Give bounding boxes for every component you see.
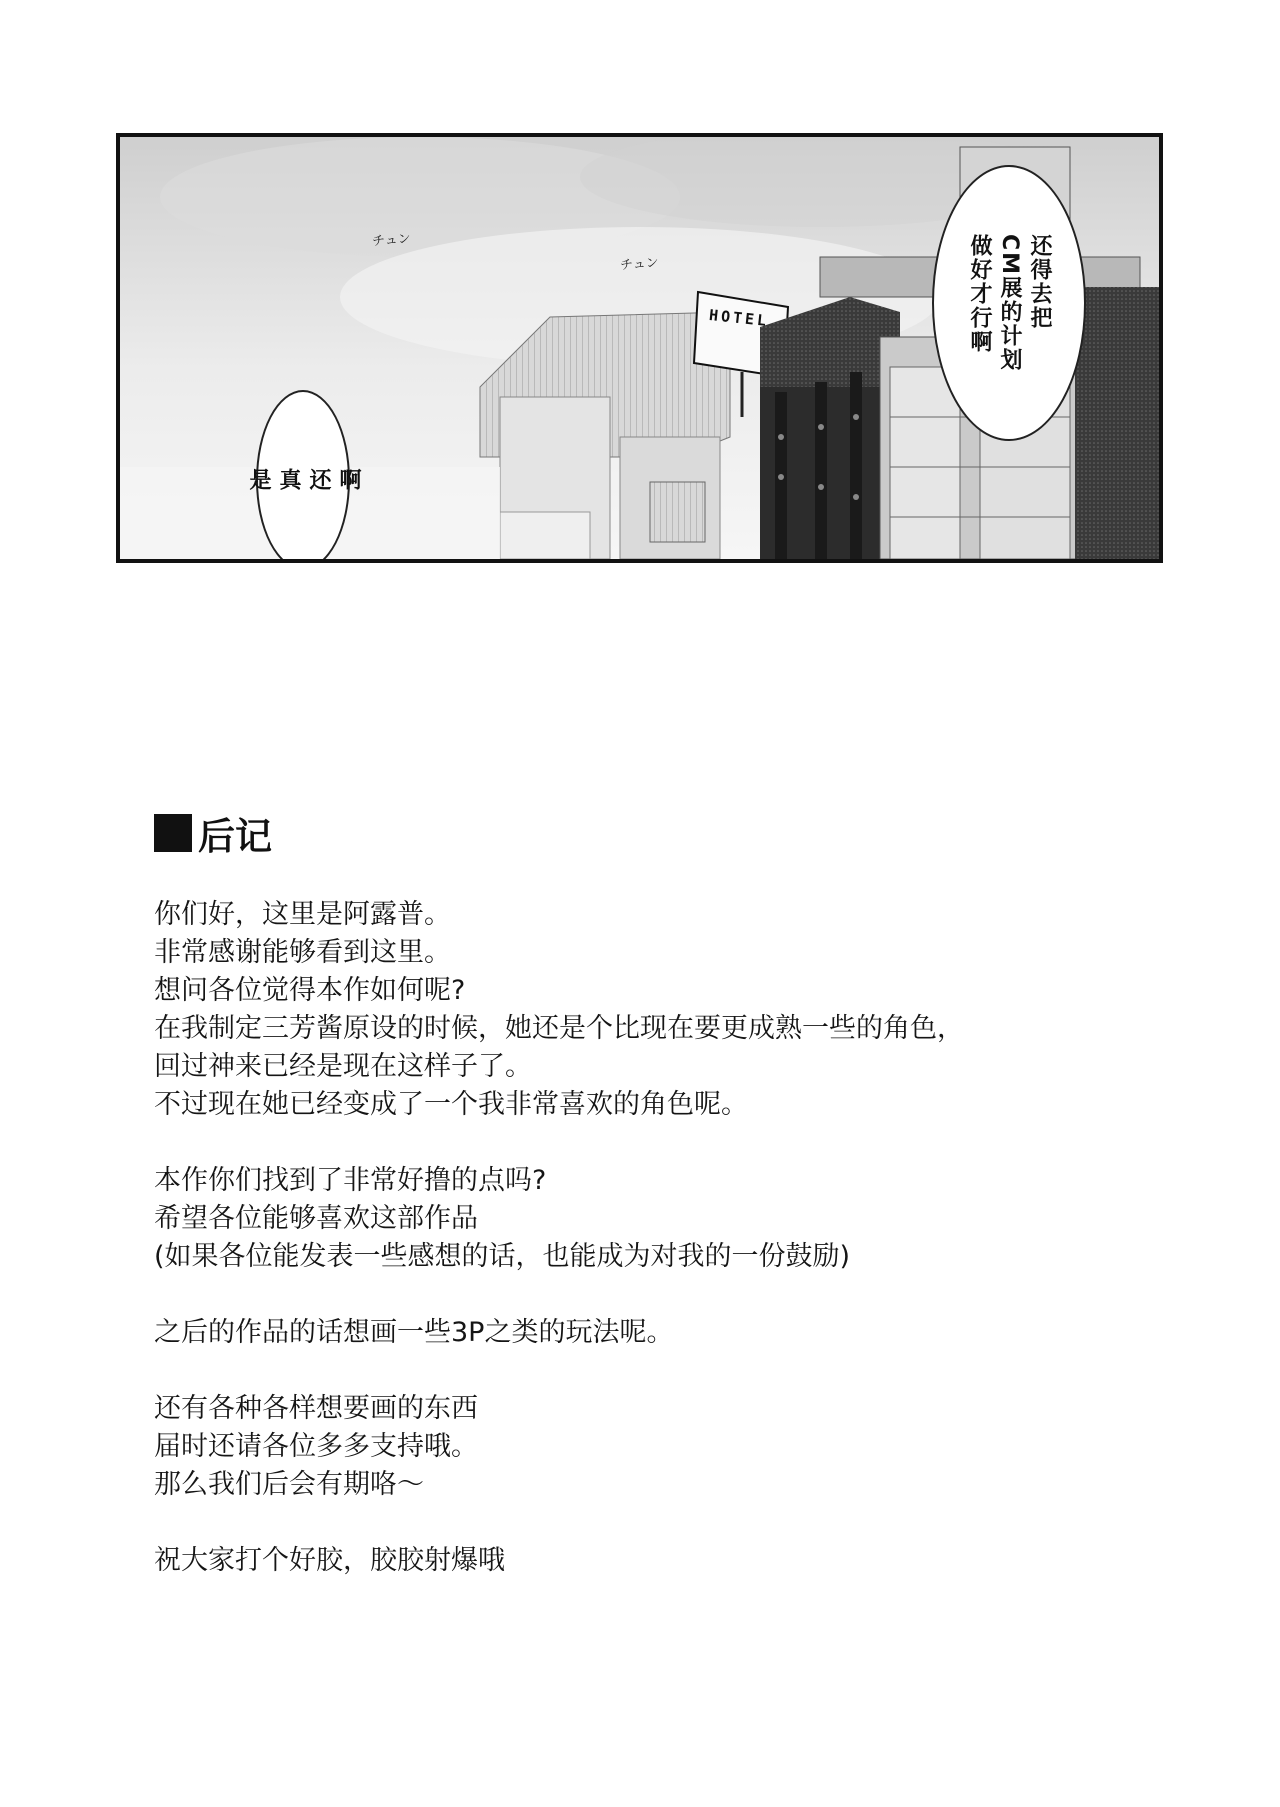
afterword-line: 回过神来已经是现在这样子了。 (154, 1051, 532, 1082)
afterword-line: 想问各位觉得本作如何呢? (154, 975, 466, 1006)
afterword-line: (如果各位能发表一些感想的话，也能成为对我的一份鼓励) (154, 1241, 851, 1272)
afterword-line (154, 1352, 1154, 1390)
afterword-line: 届时还请各位多多支持哦。 (154, 1431, 478, 1462)
afterword-line (154, 1276, 1154, 1314)
afterword-title: 后记 (198, 815, 272, 858)
afterword-line: 之后的作品的话想画一些3P之类的玩法呢。 (154, 1317, 674, 1348)
speech-bubble-text: 啊 还 真 是 (246, 468, 361, 492)
afterword-line: 在我制定三芳酱原设的时候，她还是个比现在要更成熟一些的角色， (154, 1013, 964, 1044)
afterword-line: 你们好，这里是阿露普。 (154, 899, 451, 930)
black-square-icon (154, 814, 192, 852)
manga-panel (116, 133, 1163, 563)
afterword-line: 还有各种各样想要画的东西 (154, 1393, 478, 1424)
afterword-line: 那么我们后会有期咯～ (154, 1469, 424, 1500)
afterword-line: 非常感谢能够看到这里。 (154, 937, 451, 968)
afterword-body (154, 896, 1154, 1580)
afterword-heading (154, 808, 1154, 858)
speech-bubble-text: 还得去把 CM展的计划 做好才行啊 (967, 233, 1052, 373)
afterword-line: 本作你们找到了非常好撸的点吗? (154, 1165, 547, 1196)
afterword-line: 祝大家打个好胶，胶胶射爆哦 (154, 1545, 505, 1576)
hotel-sign: HOTEL (708, 305, 770, 331)
sound-effect-text: チュン (371, 231, 412, 250)
afterword-line (154, 1504, 1154, 1542)
afterword-line: 不过现在她已经变成了一个我非常喜欢的角色呢。 (154, 1089, 748, 1120)
sound-effect-text: チュン (619, 255, 660, 274)
afterword-line (154, 1124, 1154, 1162)
speech-bubble-right (932, 165, 1086, 441)
afterword-section (154, 808, 1154, 1580)
speech-bubble-left (246, 390, 361, 563)
afterword-line: 希望各位能够喜欢这部作品 (154, 1203, 478, 1234)
